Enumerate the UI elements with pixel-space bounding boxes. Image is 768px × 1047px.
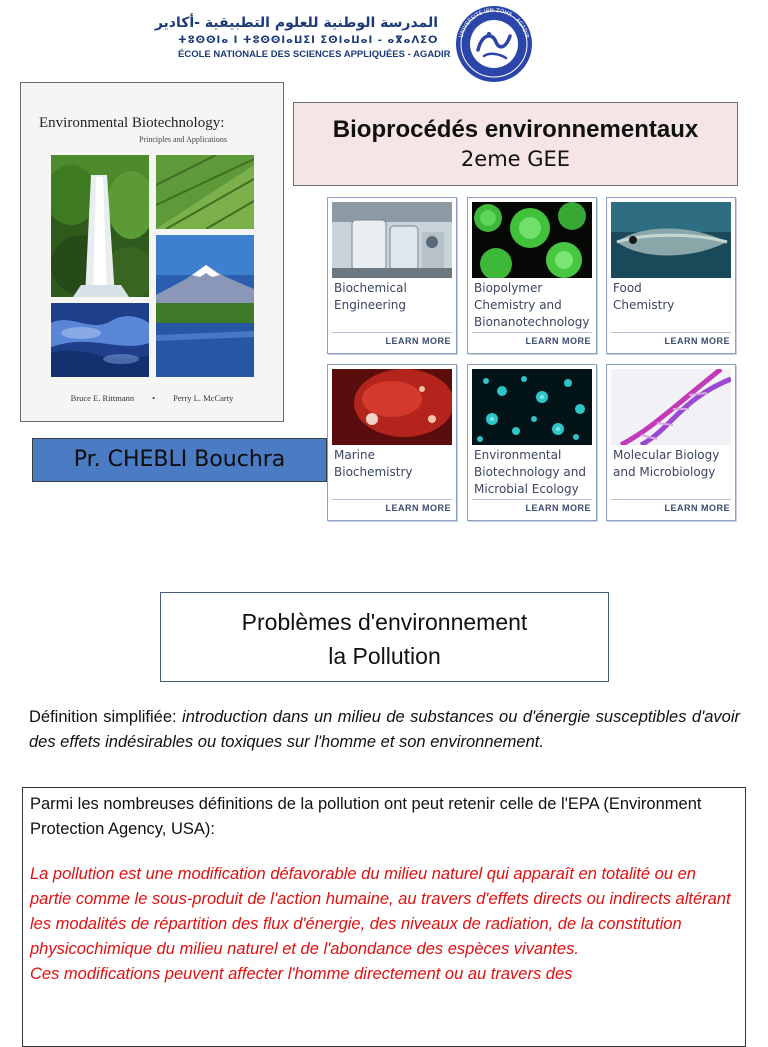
marine-organism-image (332, 369, 452, 445)
tile-marine-biochemistry[interactable] (327, 364, 457, 521)
fish-image (611, 202, 731, 278)
learn-more-link[interactable]: LEARN MORE (385, 503, 451, 513)
learn-more-link[interactable]: LEARN MORE (385, 336, 451, 346)
tile-biochemical-engineering[interactable] (327, 197, 457, 354)
tile-biopolymer-chemistry[interactable] (467, 197, 597, 354)
tile-divider (472, 499, 592, 500)
tile-label: Biochemical Engineering (334, 281, 407, 312)
dna-helix-image (611, 369, 731, 445)
field-photo (156, 155, 254, 229)
green-cells-image (472, 202, 592, 278)
book-authors (21, 393, 283, 403)
tile-food-chemistry[interactable] (606, 197, 736, 354)
epa-definition-box (22, 787, 746, 1047)
tile-label: Food Chemistry (613, 281, 675, 312)
university-seal-logo (444, 4, 544, 84)
waterfall-photo (51, 155, 149, 297)
mountain-photo (156, 235, 254, 377)
school-header (154, 14, 451, 76)
book-cover (20, 82, 284, 422)
epa-quote-paragraph: La pollution est une modification défavorable du milieu naturel qui apparaît en totalité ou en partie comme le sous-produit de l'action humaine, au travers d'effets directs ou indirects altérant les modalités de répartition des flux d'énergie, des niveaux de radiation, de la constitution physicochimique du milieu naturel et de l'abondance des espèces vivantes. (30, 865, 731, 958)
stream-photo (51, 303, 149, 377)
section-title-box (160, 592, 609, 682)
tile-environmental-biotechnology[interactable] (467, 364, 597, 521)
tile-label: Biopolymer Chemistry and Bionanotechnology (474, 281, 590, 329)
school-name-tifinagh: ⵜⵓⵙⵙⵏⴰ ⵏ ⵜⵓⵙⵙⵏⴰⵡⵉⵏ ⵉⵙⵏⴰⵡⴰⵏ - ⴰⴳⴰⴷⵉⵔ (178, 35, 439, 46)
course-level: 2eme GEE (460, 147, 571, 171)
book-subtitle: Principles and Applications (139, 135, 227, 144)
book-author-2: Perry L. McCarty (173, 393, 234, 403)
course-title-box (293, 102, 738, 186)
tile-molecular-biology[interactable] (606, 364, 736, 521)
author-separator: • (152, 393, 156, 403)
professor-name: Pr. CHEBLI Bouchra (73, 447, 286, 472)
definition-text: introduction dans un milieu de substances ou d'énergie susceptibles d'avoir des effets indésirables ou toxiques sur l'homme et son environnement. (29, 708, 740, 751)
tile-divider (611, 499, 731, 500)
definition-label: Définition simplifiée: (29, 708, 183, 726)
section-subtitle: la Pollution (328, 643, 441, 669)
tile-divider (332, 499, 452, 500)
learn-more-link[interactable]: LEARN MORE (664, 503, 730, 513)
school-name-french: ÉCOLE NATIONALE DES SCIENCES APPLIQUÉES - AGADIR (178, 49, 451, 60)
lab-equipment-image (332, 202, 452, 278)
school-name-arabic: المدرسة الوطنية للعلوم التطبيقية -أكادير (154, 15, 438, 31)
professor-name-box (32, 438, 327, 482)
tile-divider (611, 332, 731, 333)
course-title: Bioprocédés environnementaux (332, 116, 699, 143)
book-title: Environmental Biotechnology: (39, 115, 225, 131)
tile-label: Molecular Biology and Microbiology (613, 448, 720, 479)
tile-divider (332, 332, 452, 333)
microbial-image (472, 369, 592, 445)
svg-text:UNIVERSITÉ IBN ZOHR - AGADIR: UNIVERSITÉ IBN ZOHR - AGADIR (458, 7, 530, 40)
epa-quote (30, 862, 738, 987)
learn-more-link[interactable]: LEARN MORE (525, 336, 591, 346)
book-author-1: Bruce E. Rittmann (70, 393, 135, 403)
tile-label: Environmental Biotechnology and Microbial Ecology (474, 448, 586, 496)
learn-more-link[interactable]: LEARN MORE (664, 336, 730, 346)
tile-label: Marine Biochemistry (334, 448, 413, 479)
section-title: Problèmes d'environnement (241, 609, 528, 635)
tile-divider (472, 332, 592, 333)
learn-more-link[interactable]: LEARN MORE (525, 503, 591, 513)
epa-quote-continuation: Ces modifications peuvent affecter l'homme directement ou au travers des (30, 965, 573, 983)
epa-intro: Parmi les nombreuses définitions de la pollution ont peut retenir celle de l'EPA (Environment Protection Agency, USA): (30, 795, 702, 838)
definition-paragraph (29, 705, 740, 755)
